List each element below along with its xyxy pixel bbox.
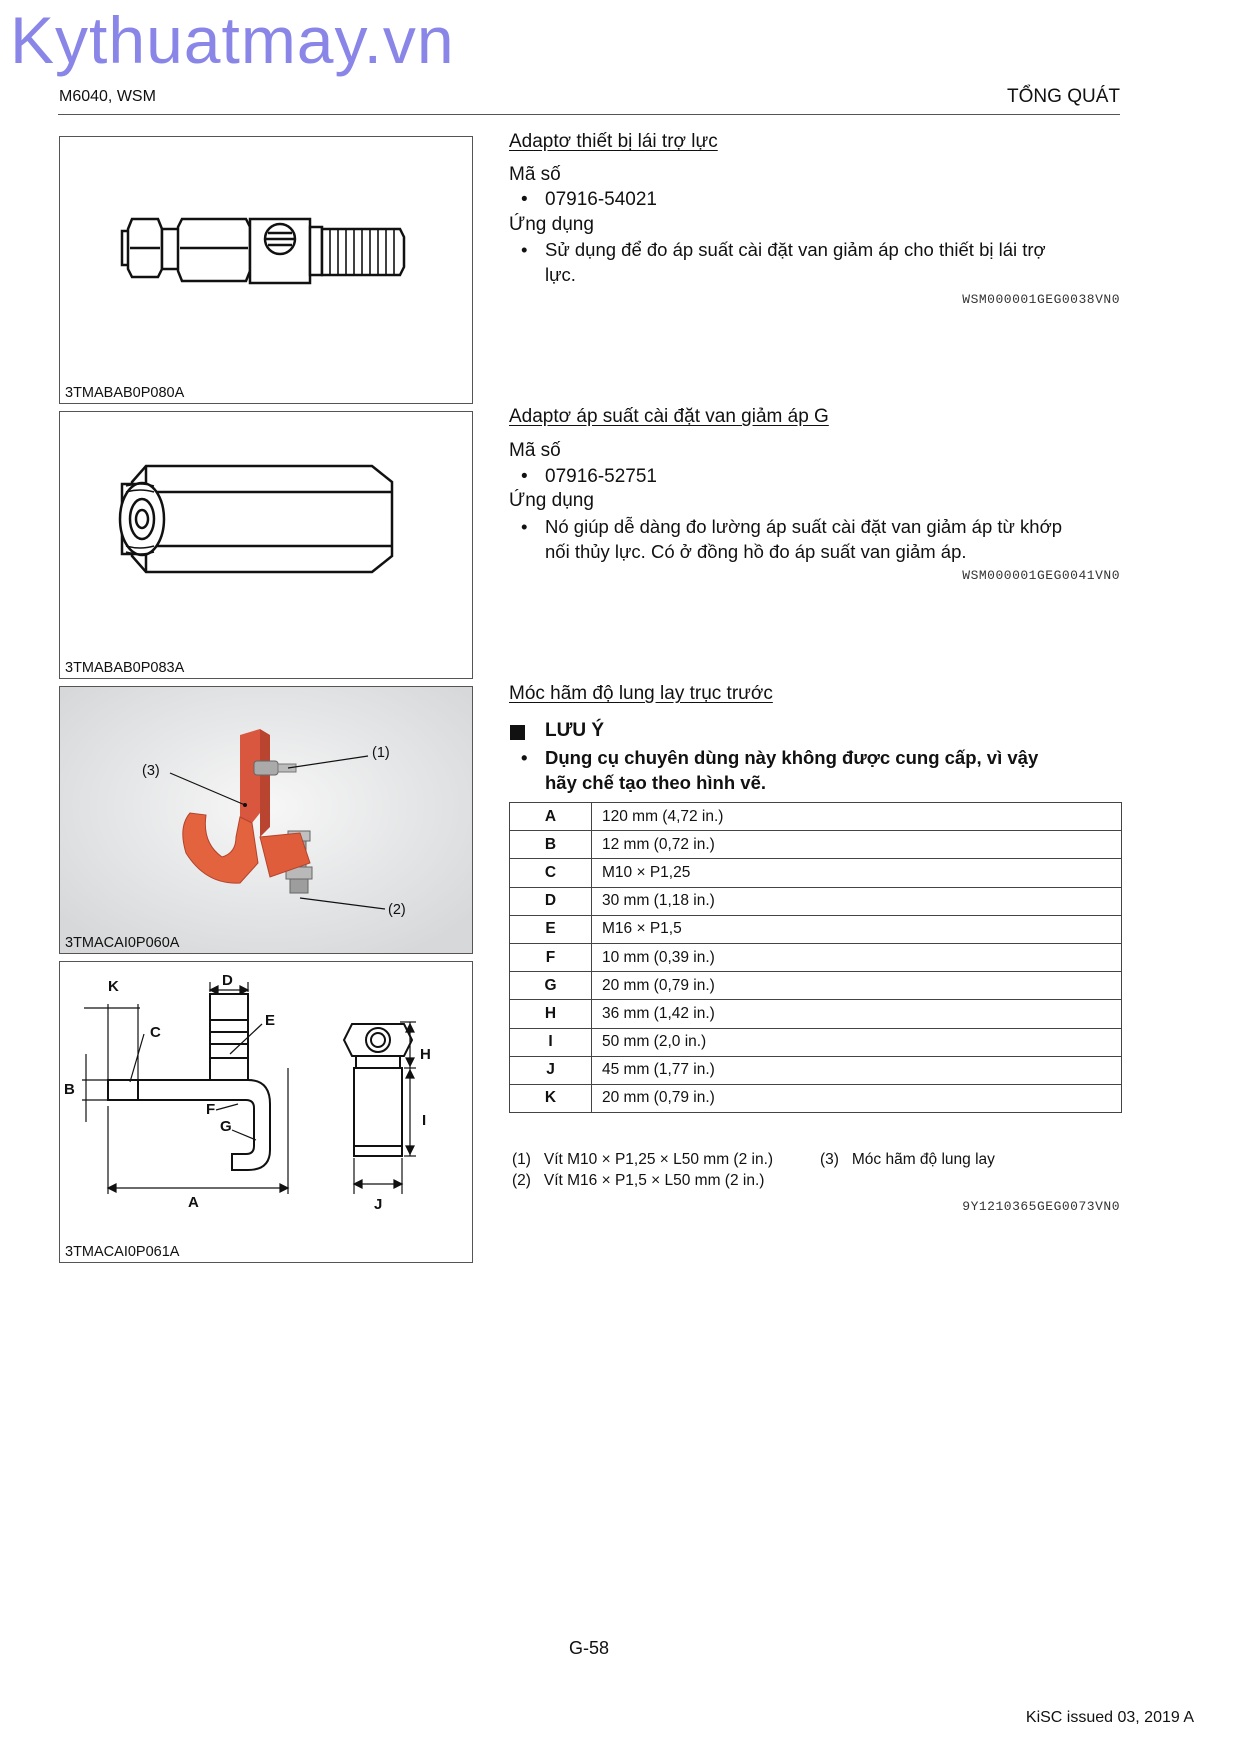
- use-line-2: nối thủy lực. Có ở đồng hồ đo áp suất van giảm áp.: [545, 541, 967, 562]
- section-title-steering-adaptor: Adaptơ thiết bị lái trợ lực: [509, 131, 718, 152]
- legend-num: (1): [512, 1151, 531, 1168]
- figure-stopper-photo: [59, 686, 473, 954]
- dimension-value: 36 mm (1,42 in.): [592, 1000, 1122, 1028]
- note-square-icon: [510, 725, 525, 740]
- table-row: [510, 1084, 1122, 1112]
- figure-caption: 3TMACAI0P060A: [65, 935, 180, 951]
- dimension-value: 120 mm (4,72 in.): [592, 803, 1122, 831]
- use-text: [521, 514, 1062, 564]
- legend-num: (3): [820, 1151, 839, 1168]
- stopper-photo-drawing: [60, 687, 472, 953]
- doc-ref-code: 9Y1210365GEG0073VN0: [962, 1199, 1120, 1214]
- dimension-value: 12 mm (0,72 in.): [592, 831, 1122, 859]
- header-rule: [58, 114, 1120, 115]
- dimension-key: B: [510, 831, 592, 859]
- header-section: TỔNG QUÁT: [1007, 86, 1120, 107]
- use-label: Ứng dụng: [509, 490, 594, 511]
- part-code: [521, 466, 657, 488]
- dimension-key: A: [510, 803, 592, 831]
- stopper-dimension-drawing: [60, 962, 472, 1262]
- dimension-value: 50 mm (2,0 in.): [592, 1028, 1122, 1056]
- section-title-rocking-stopper: Móc hãm độ lung lay trục trước: [509, 683, 773, 704]
- table-row: [510, 1056, 1122, 1084]
- dim-letter-b: B: [64, 1081, 75, 1098]
- dimension-value: 10 mm (0,39 in.): [592, 943, 1122, 971]
- table-row: [510, 972, 1122, 1000]
- bullet-icon: •: [521, 189, 528, 210]
- dimension-value: 20 mm (0,79 in.): [592, 972, 1122, 1000]
- use-line-2: lực.: [545, 264, 576, 285]
- figure-caption: 3TMACAI0P061A: [65, 1244, 180, 1260]
- table-row: [510, 887, 1122, 915]
- figure-caption: 3TMABAB0P083A: [65, 660, 185, 676]
- table-row: [510, 831, 1122, 859]
- dimension-value: M10 × P1,25: [592, 859, 1122, 887]
- dim-letter-c: C: [150, 1024, 161, 1041]
- part-code-value: 07916-52751: [545, 466, 657, 487]
- callout-3: (3): [142, 763, 160, 779]
- dimension-value: 20 mm (0,79 in.): [592, 1084, 1122, 1112]
- dimension-key: C: [510, 859, 592, 887]
- table-row: [510, 1000, 1122, 1028]
- dimension-key: J: [510, 1056, 592, 1084]
- bullet-icon: •: [521, 516, 528, 537]
- table-row: [510, 915, 1122, 943]
- dimension-key: D: [510, 887, 592, 915]
- dim-letter-g: G: [220, 1118, 232, 1135]
- table-row: [510, 943, 1122, 971]
- dim-letter-f: F: [206, 1101, 216, 1118]
- dimension-key: G: [510, 972, 592, 1000]
- figure-stopper-drawing: [59, 961, 473, 1263]
- page-number: G-58: [569, 1638, 610, 1658]
- dimension-value: M16 × P1,5: [592, 915, 1122, 943]
- legend-text: Vít M16 × P1,5 × L50 mm (2 in.): [543, 1172, 765, 1189]
- legend-item-1: [512, 1151, 773, 1169]
- use-line-1: Nó giúp dễ dàng đo lường áp suất cài đặt van giảm áp từ khớp: [545, 516, 1062, 537]
- legend-text: Móc hãm độ lung lay: [851, 1151, 995, 1168]
- note-label: LƯU Ý: [545, 720, 605, 741]
- dim-letter-i: I: [422, 1112, 427, 1129]
- figure-steering-adaptor: [59, 136, 473, 404]
- dim-letter-j: J: [374, 1196, 383, 1213]
- bullet-icon: •: [521, 466, 528, 487]
- dim-letter-e: E: [265, 1012, 276, 1029]
- dim-letter-d: D: [222, 972, 233, 989]
- table-row: [510, 859, 1122, 887]
- part-code-value: 07916-54021: [545, 189, 657, 210]
- dimension-key: I: [510, 1028, 592, 1056]
- code-label: Mã số: [509, 440, 561, 461]
- note-line-2: hãy chế tạo theo hình vẽ.: [545, 772, 767, 793]
- note-text: [521, 745, 1123, 795]
- dim-letter-h: H: [420, 1046, 431, 1063]
- doc-ref-code: WSM000001GEG0041VN0: [962, 568, 1120, 583]
- watermark-logo: Kythuatmay.vn: [10, 3, 455, 77]
- dimension-key: H: [510, 1000, 592, 1028]
- use-label: Ứng dụng: [509, 214, 594, 235]
- dim-letter-k: K: [108, 978, 119, 995]
- issue-info: KiSC issued 03, 2019 A: [1025, 1709, 1194, 1726]
- table-row: [510, 1028, 1122, 1056]
- figure-relief-adaptor: [59, 411, 473, 679]
- dimension-key: K: [510, 1084, 592, 1112]
- relief-adaptor-drawing: [60, 412, 472, 678]
- bullet-icon: •: [521, 747, 528, 768]
- use-line-1: Sử dụng để đo áp suất cài đặt van giảm áp cho thiết bị lái trợ: [545, 239, 1046, 260]
- doc-ref-code: WSM000001GEG0038VN0: [962, 292, 1120, 307]
- dimension-value: 45 mm (1,77 in.): [592, 1056, 1122, 1084]
- dimension-key: E: [510, 915, 592, 943]
- legend-num: (2): [512, 1172, 531, 1189]
- dim-letter-a: A: [188, 1194, 199, 1211]
- legend-text: Vít M10 × P1,25 × L50 mm (2 in.): [543, 1151, 774, 1168]
- table-row: [510, 803, 1122, 831]
- code-label: Mã số: [509, 164, 561, 185]
- figure-caption: 3TMABAB0P080A: [65, 385, 185, 401]
- header-model: M6040, WSM: [59, 88, 156, 105]
- note-line-1: Dụng cụ chuyên dùng này không được cung cấp, vì vậy: [545, 747, 1039, 768]
- dimension-table: [509, 802, 1122, 1113]
- legend-item-2: [512, 1172, 764, 1190]
- bullet-icon: •: [521, 239, 528, 260]
- dimension-value: 30 mm (1,18 in.): [592, 887, 1122, 915]
- use-text: [521, 237, 1046, 287]
- dimension-key: F: [510, 943, 592, 971]
- callout-2: (2): [388, 902, 406, 918]
- legend-item-3: [820, 1151, 995, 1169]
- part-code: [521, 189, 657, 211]
- steering-adaptor-drawing: [60, 137, 472, 403]
- callout-1: (1): [372, 745, 390, 761]
- section-title-relief-adaptor: Adaptơ áp suất cài đặt van giảm áp G: [509, 406, 829, 427]
